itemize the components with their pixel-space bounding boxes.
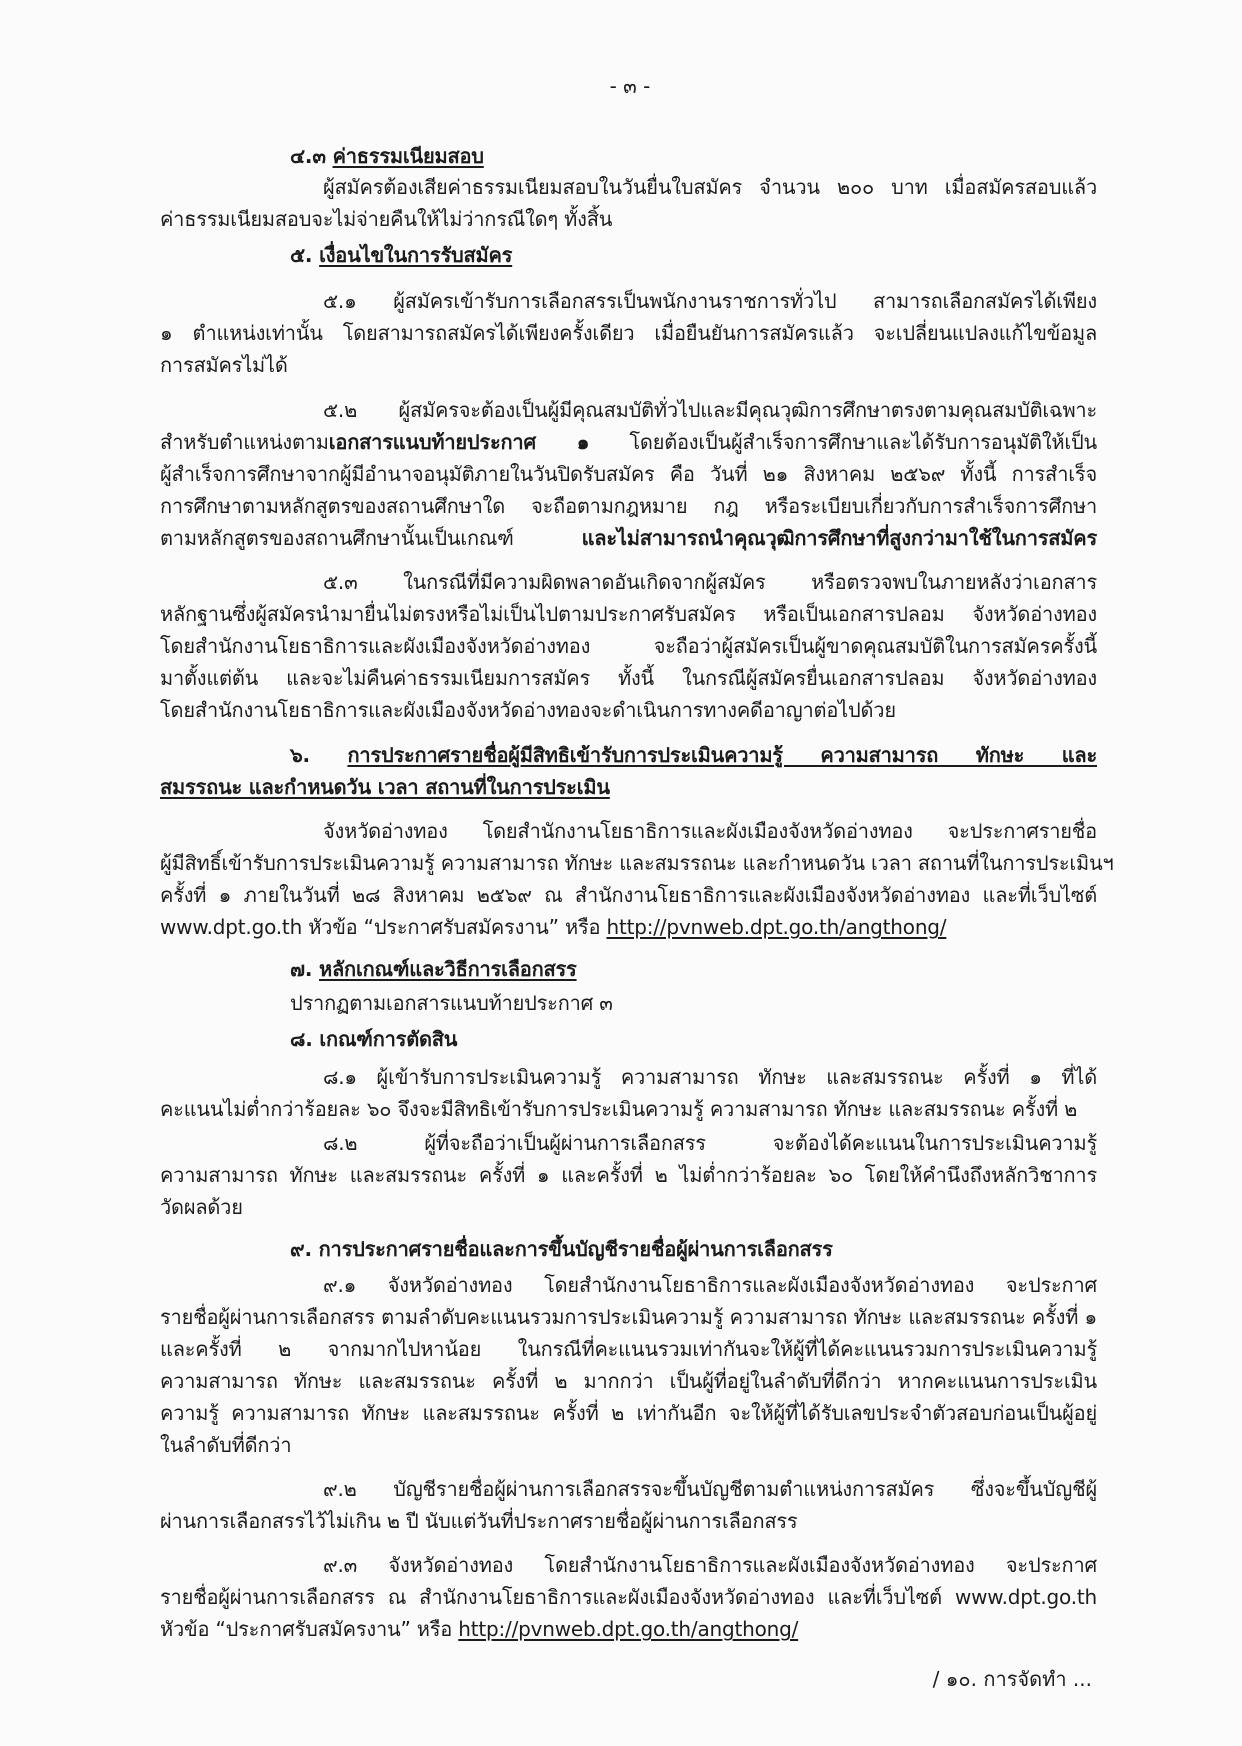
- section-title: การประกาศรายชื่อผู้มีสิทธิเข้ารับการประเมินความรู้ ความสามารถ ทักษะ และ: [347, 743, 1098, 767]
- text-run: ตามหลักสูตรของสถานศึกษานั้นเป็นเกณฑ์: [160, 526, 582, 550]
- paragraph-line: การสมัครไม่ได้: [160, 353, 288, 377]
- paragraph-line: ปรากฏตามเอกสารแนบท้ายประกาศ ๓: [290, 991, 613, 1015]
- paragraph-line: [160, 914, 946, 940]
- website-link[interactable]: http://pvnweb.dpt.go.th/angthong/: [458, 1617, 799, 1641]
- paragraph-line: จังหวัดอ่างทอง โดยสำนักงานโยธาธิการและผังเมืองจังหวัดอ่างทอง จะประกาศรายชื่อ: [323, 819, 1097, 843]
- section-number: ๖.: [290, 743, 310, 767]
- paragraph-line: การศึกษาตามหลักสูตรของสถานศึกษาใด จะถือตามกฎหมาย กฎ หรือระเบียบเกี่ยวกับการสำเร็จการศึกษา: [160, 494, 1097, 518]
- paragraph-line: โดยสำนักงานโยธาธิการและผังเมืองจังหวัดอ่างทอง จะถือว่าผู้สมัครเป็นผู้ขาดคุณสมบัติในการสมัครครั้งนี้: [160, 634, 1097, 658]
- text-run: โดยต้องเป็นผู้สำเร็จการศึกษาและได้รับการอนุมัติให้เป็น: [589, 430, 1097, 454]
- paragraph-line: วัดผลด้วย: [160, 1195, 243, 1219]
- paragraph-line: โดยสำนักงานโยธาธิการและผังเมืองจังหวัดอ่างทองจะดำเนินการทางคดีอาญาต่อไปด้วย: [160, 698, 896, 722]
- section-number: ๘.: [290, 1027, 313, 1051]
- website-link[interactable]: http://pvnweb.dpt.go.th/angthong/: [606, 915, 947, 939]
- section-6-heading: [290, 742, 1097, 768]
- paragraph-line: ความสามารถ ทักษะ และสมรรถนะ ครั้งที่ ๑ และครั้งที่ ๒ ไม่ต่ำกว่าร้อยละ ๖๐ โดยให้คำนึงถึงหลักวิชาการ: [160, 1163, 1097, 1187]
- paragraph-line: ๘.๑ ผู้เข้ารับการประเมินความรู้ ความสามารถ ทักษะ และสมรรถนะ ครั้งที่ ๑ ที่ได้: [323, 1065, 1097, 1089]
- section-number: ๔.๓: [290, 144, 326, 168]
- section-number: ๙.: [290, 1237, 312, 1261]
- continuation-marker: / ๑๐. การจัดทำ ...: [932, 1667, 1092, 1691]
- section-number: ๗.: [290, 957, 313, 981]
- page-number: - ๓ -: [609, 74, 651, 98]
- section-title: ค่าธรรมเนียมสอบ: [332, 144, 484, 168]
- text-run: www.dpt.go.th หัวข้อ “ประกาศรับสมัครงาน” หรือ: [160, 915, 607, 939]
- paragraph-line: ผู้สำเร็จการศึกษาจากผู้มีอำนาจอนุมัติภายในวันปิดรับสมัคร คือ วันที่ ๒๑ สิงหาคม ๒๕๖๙ ทั้งนี้ การสำเร็จ: [160, 462, 1097, 486]
- paragraph-line: ผ่านการเลือกสรรไว้ไม่เกิน ๒ ปี นับแต่วันที่ประกาศรายชื่อผู้ผ่านการเลือกสรร: [160, 1509, 798, 1533]
- section-9-heading: [290, 1236, 833, 1262]
- section-title: การประกาศรายชื่อและการขึ้นบัญชีรายชื่อผู้ผ่านการเลือกสรร: [318, 1237, 833, 1261]
- text-run: หัวข้อ “ประกาศรับสมัครงาน” หรือ: [160, 1617, 459, 1641]
- paragraph-line: [160, 429, 1097, 455]
- section-title: เงื่อนไขในการรับสมัคร: [319, 243, 513, 267]
- paragraph-line: ๙.๓ จังหวัดอ่างทอง โดยสำนักงานโยธาธิการและผังเมืองจังหวัดอ่างทอง จะประกาศ: [323, 1553, 1097, 1577]
- bold-text-run: เอกสารแนบท้ายประกาศ ๑: [328, 430, 590, 454]
- paragraph-line: ครั้งที่ ๑ ภายในวันที่ ๒๘ สิงหาคม ๒๕๖๙ ณ สำนักงานโยธาธิการและผังเมืองจังหวัดอ่างทอง และที่เว็บไซต์: [160, 883, 1097, 907]
- paragraph-line: มาตั้งแต่ต้น และจะไม่คืนค่าธรรมเนียมการสมัคร ทั้งนี้ ในกรณีผู้สมัครยื่นเอกสารปลอม จังหวัดอ่างทอง: [160, 666, 1097, 690]
- paragraph-line: หลักฐานซึ่งผู้สมัครนำมายื่นไม่ตรงหรือไม่เป็นไปตามประกาศรับสมัคร หรือเป็นเอกสารปลอม จังหวัดอ่างทอง: [160, 602, 1097, 626]
- paragraph-line: และครั้งที่ ๒ จากมากไปหาน้อย ในกรณีที่คะแนนรวมเท่ากันจะให้ผู้ที่ได้คะแนนรวมการประเมินความรู้: [160, 1337, 1097, 1361]
- section-number: ๕.: [290, 243, 313, 267]
- paragraph-line: รายชื่อผู้ผ่านการเลือกสรร ตามลำดับคะแนนรวมการประเมินความรู้ ความสามารถ ทักษะ และสมรรถนะ ครั้งที่ ๑: [160, 1305, 1097, 1329]
- paragraph-line: ๙.๑ จังหวัดอ่างทอง โดยสำนักงานโยธาธิการและผังเมืองจังหวัดอ่างทอง จะประกาศ: [323, 1273, 1097, 1297]
- paragraph-line: ๑ ตำแหน่งเท่านั้น โดยสามารถสมัครได้เพียงครั้งเดียว เมื่อยืนยันการสมัครแล้ว จะเปลี่ยนแปลงแก้ไขข้อมูล: [160, 321, 1097, 345]
- paragraph-line: ๕.๓ ในกรณีที่มีความผิดพลาดอันเกิดจากผู้สมัคร หรือตรวจพบในภายหลังว่าเอกสาร: [323, 570, 1097, 594]
- paragraph-line: คะแนนไม่ต่ำกว่าร้อยละ ๖๐ จึงจะมีสิทธิเข้ารับการประเมินความรู้ ความสามารถ ทักษะ และสมรรถนะ ครั้งที่ ๒: [160, 1097, 1078, 1121]
- paragraph-line: รายชื่อผู้ผ่านการเลือกสรร ณ สำนักงานโยธาธิการและผังเมืองจังหวัดอ่างทอง และที่เว็บไซต์ www.dpt.go.th: [160, 1585, 1097, 1609]
- paragraph-line: ความรู้ ความสามารถ ทักษะ และสมรรถนะ ครั้งที่ ๒ เท่ากันอีก จะให้ผู้ที่ได้รับเลขประจำตัวสอบก่อนเป็นผู้อยู่: [160, 1401, 1097, 1425]
- paragraph-line: ค่าธรรมเนียมสอบจะไม่จ่ายคืนให้ไม่ว่ากรณีใดๆ ทั้งสิ้น: [160, 207, 613, 231]
- paragraph-line: [160, 525, 1097, 551]
- section-title: เกณฑ์การตัดสิน: [319, 1027, 458, 1051]
- paragraph-line: ๙.๒ บัญชีรายชื่อผู้ผ่านการเลือกสรรจะขึ้นบัญชีตามตำแหน่งการสมัคร ซึ่งจะขึ้นบัญชีผู้: [323, 1477, 1097, 1501]
- paragraph-line: ผู้มีสิทธิ์เข้ารับการประเมินความรู้ ความสามารถ ทักษะ และสมรรถนะ และกำหนดวัน เวลา สถานที่ในการประเมินฯ: [160, 851, 1114, 875]
- paragraph-line: ในลำดับที่ดีกว่า: [160, 1433, 292, 1457]
- section-7-heading: [290, 956, 577, 982]
- section-title: หลักเกณฑ์และวิธีการเลือกสรร: [319, 957, 577, 981]
- text-run: สำหรับตำแหน่งตาม: [160, 430, 329, 454]
- section-5-heading: [290, 242, 512, 268]
- bold-text-run: และไม่สามารถนำคุณวุฒิการศึกษาที่สูงกว่ามาใช้ในการสมัคร: [581, 526, 1097, 550]
- paragraph-line: ๘.๒ ผู้ที่จะถือว่าเป็นผู้ผ่านการเลือกสรร จะต้องได้คะแนนในการประเมินความรู้: [323, 1131, 1097, 1155]
- paragraph-line: [160, 1616, 798, 1642]
- paragraph-line: ผู้สมัครต้องเสียค่าธรรมเนียมสอบในวันยื่นใบสมัคร จำนวน ๒๐๐ บาท เมื่อสมัครสอบแล้ว: [323, 175, 1097, 199]
- section-4-3-heading: [290, 143, 484, 169]
- paragraph-line: ความสามารถ ทักษะ และสมรรถนะ ครั้งที่ ๒ มากกว่า เป็นผู้ที่อยู่ในลำดับที่ดีกว่า หากคะแนนการประเมิน: [160, 1369, 1097, 1393]
- section-6-heading-cont: สมรรถนะ และกำหนดวัน เวลา สถานที่ในการประเมิน: [160, 775, 610, 799]
- section-8-heading: [290, 1026, 457, 1052]
- paragraph-line: ๕.๑ ผู้สมัครเข้ารับการเลือกสรรเป็นพนักงานราชการทั่วไป สามารถเลือกสมัครได้เพียง: [323, 289, 1097, 313]
- paragraph-line: ๕.๒ ผู้สมัครจะต้องเป็นผู้มีคุณสมบัติทั่วไปและมีคุณวุฒิการศึกษาตรงตามคุณสมบัติเฉพาะ: [323, 398, 1097, 422]
